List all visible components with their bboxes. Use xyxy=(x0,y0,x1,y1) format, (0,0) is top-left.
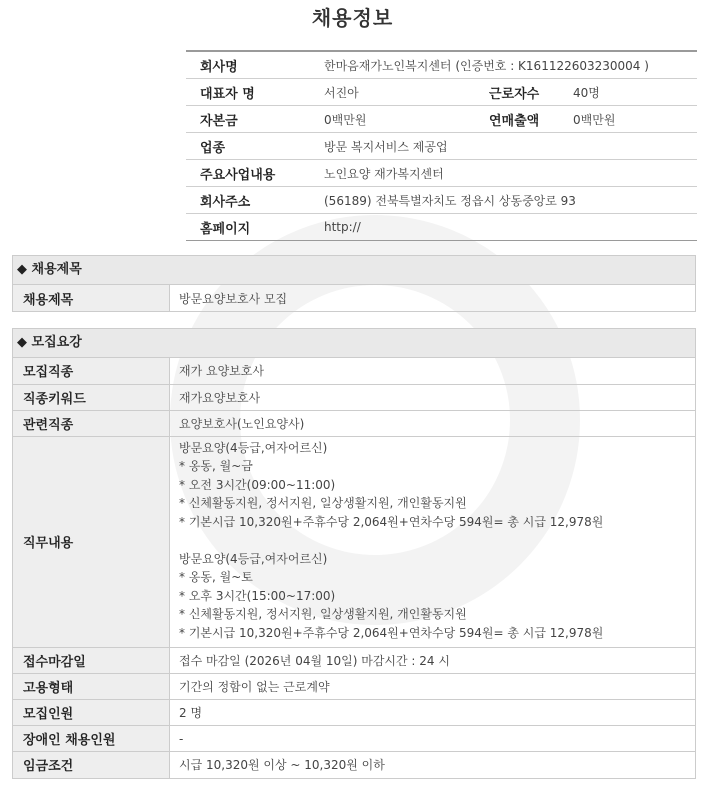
deadline-value: 접수 마감일 (2026년 04월 10일) 마감시간 : 24 시 xyxy=(170,648,696,674)
ceo-row xyxy=(186,79,697,106)
headcount-row xyxy=(13,700,695,726)
employment-value: 기간의 정함이 없는 근로계약 xyxy=(170,674,696,700)
ceo-value: 서진아 xyxy=(324,79,489,106)
company-name-row xyxy=(186,51,697,79)
sales-value: 0백만원 xyxy=(573,106,697,133)
headcount-value: 2 명 xyxy=(170,700,696,726)
employment-row xyxy=(13,674,695,700)
disabled-hire-row xyxy=(13,726,695,752)
job-type-label: 모집직종 xyxy=(13,358,170,384)
sales-label: 연매출액 xyxy=(489,106,573,133)
job-type-value: 재가 요양보호사 xyxy=(179,364,264,379)
address-label: 회사주소 xyxy=(186,187,324,214)
related-label: 관련직종 xyxy=(13,410,170,436)
duty-spacer xyxy=(179,531,695,550)
related-value: 요양보호사(노인요양사) xyxy=(170,410,696,436)
wage-row xyxy=(13,752,695,778)
company-name-label: 회사명 xyxy=(186,51,324,79)
related-row xyxy=(13,410,695,436)
recruit-title-row xyxy=(13,285,695,311)
capital-row xyxy=(186,106,697,133)
duty-line: * 오후 3시간(15:00~17:00) xyxy=(179,588,336,603)
recruit-title-label: 채용제목 xyxy=(13,285,170,311)
business-row xyxy=(186,160,697,187)
keyword-value: 재가요양보호사 xyxy=(170,384,696,410)
capital-value: 0백만원 xyxy=(324,106,489,133)
employees-value: 40명 xyxy=(573,79,697,106)
duty-line: 방문요양(4등급,여자어르신) xyxy=(179,440,328,455)
industry-label: 업종 xyxy=(186,133,324,160)
address-row xyxy=(186,187,697,214)
duty-line: * 옹동, 월~금 xyxy=(179,459,253,473)
requirements-section xyxy=(12,328,696,779)
homepage-label: 홈페이지 xyxy=(186,214,324,241)
wage-label: 임금조건 xyxy=(13,752,170,778)
headcount-label: 모집인원 xyxy=(13,700,170,726)
homepage-link[interactable]: http:// xyxy=(324,214,697,241)
duty-content xyxy=(170,436,696,648)
recruit-title-value: 방문요양보호사 모집 xyxy=(179,291,288,306)
duty-line: * 신체활동지원, 정서지원, 일상생활지원, 개인활동지원 xyxy=(179,607,467,621)
duty-line: * 기본시급 10,320원+주휴수당 2,064원+연차수당 594원= 총 시급 12,978원 xyxy=(179,625,604,640)
duty-line: * 신체활동지원, 정서지원, 일상생활지원, 개인활동지원 xyxy=(179,496,467,510)
recruit-title-table xyxy=(13,285,695,311)
capital-label: 자본금 xyxy=(186,106,324,133)
employees-label: 근로자수 xyxy=(489,79,573,106)
keyword-row xyxy=(13,384,695,410)
deadline-label: 접수마감일 xyxy=(13,648,170,674)
business-value: 노인요양 재가복지센터 xyxy=(324,160,697,187)
duty-line: * 기본시급 10,320원+주휴수당 2,064원+연차수당 594원= 총 시급 12,978원 xyxy=(179,514,604,529)
job-type-row xyxy=(13,358,695,384)
duty-line: 방문요양(4등급,여자어르신) xyxy=(179,551,328,566)
disabled-hire-value: - xyxy=(170,726,696,752)
business-label: 주요사업내용 xyxy=(186,160,324,187)
company-info-table xyxy=(186,50,697,241)
wage-value: 시급 10,320원 이상 ~ 10,320원 이하 xyxy=(170,752,696,778)
recruit-title-header: ◆ 채용제목 xyxy=(13,256,695,285)
keyword-label: 직종키워드 xyxy=(13,384,170,410)
address-value: (56189) 전북특별자치도 정읍시 상동중앙로 93 xyxy=(324,187,697,214)
requirements-header: ◆ 모집요강 xyxy=(13,329,695,358)
disabled-hire-label: 장애인 채용인원 xyxy=(13,726,170,752)
duty-line: * 옹동, 월~토 xyxy=(179,570,253,584)
recruit-title-section xyxy=(12,255,696,312)
duty-label: 직무내용 xyxy=(13,436,170,648)
page-title: 채용정보 xyxy=(311,6,394,30)
deadline-row xyxy=(13,648,695,674)
duty-line: * 오전 3시간(09:00~11:00) xyxy=(179,477,336,492)
homepage-row xyxy=(186,214,697,241)
ceo-label: 대표자 명 xyxy=(186,79,324,106)
requirements-table xyxy=(13,358,695,778)
industry-row xyxy=(186,133,697,160)
company-name-value: 한마음재가노인복지센터 (인증번호 : K161122603230004 ) xyxy=(324,51,697,79)
duty-row xyxy=(13,436,695,648)
industry-value: 방문 복지서비스 제공업 xyxy=(324,133,697,160)
employment-label: 고용형태 xyxy=(13,674,170,700)
